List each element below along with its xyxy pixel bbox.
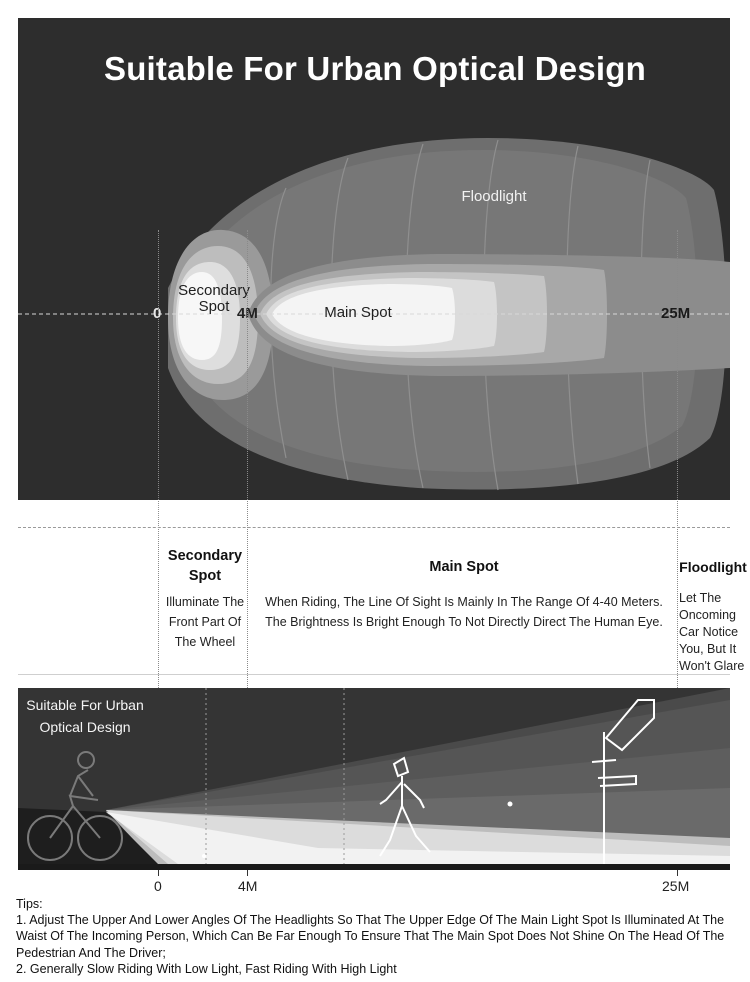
distance-4m-label: 4M (237, 305, 258, 322)
main-spot-description-line1: When Riding, The Line Of Sight Is Mainly In The Range Of 4-40 Meters. (265, 595, 663, 609)
tip-1: 1. Adjust The Upper And Lower Angles Of The Headlights So That The Upper Edge Of The Main Light Spot Is Illuminated At The Waist Of The Incoming Person, Which Can Be Far Enough To Ensure That The Main Spot Does Not Shine On The Head Of The Pedestrian And The Driver; (16, 913, 725, 960)
main-spot-label: Main Spot (324, 304, 392, 321)
page-title: Suitable For Urban Optical Design (103, 50, 646, 87)
axis-label-4m: 4M (238, 878, 258, 894)
secondary-spot-label: Secondary Spot (178, 282, 250, 315)
axis-label-25m: 25M (662, 878, 690, 894)
axis-tick-0 (158, 870, 159, 876)
tips-heading: Tips: (16, 897, 43, 911)
axis-label-0: 0 (154, 878, 162, 894)
axis-tick-4m (247, 870, 248, 876)
tip-2: 2. Generally Slow Riding With Low Light, Fast Riding With High Light (16, 961, 397, 976)
floodlight-description: Let The Oncoming Car Notice You, But It Won't Glare (679, 591, 745, 673)
scene-title: Suitable For Urban Optical Design (26, 697, 144, 735)
section-divider (18, 674, 730, 675)
tips-section (16, 896, 741, 977)
axis-tick-25m (677, 870, 678, 876)
secondary-spot-heading: Secondary Spot (167, 548, 243, 584)
road-surface (18, 864, 730, 870)
beam-diagram-panel (18, 18, 730, 500)
beam-diagram-graphic (18, 18, 730, 500)
floodlight-label: Floodlight (461, 188, 527, 205)
distance-25m-label: 25M (661, 305, 691, 322)
floodlight-heading: Floodlight (679, 559, 747, 575)
dashed-separator (18, 527, 730, 528)
secondary-spot-description: Illuminate The Front Part Of The Wheel (165, 595, 245, 649)
main-spot-heading: Main Spot (429, 559, 499, 575)
distance-0-label: 0 (153, 305, 162, 322)
main-spot-description-line2: The Brightness Is Bright Enough To Not Directly Direct The Human Eye. (265, 615, 663, 629)
